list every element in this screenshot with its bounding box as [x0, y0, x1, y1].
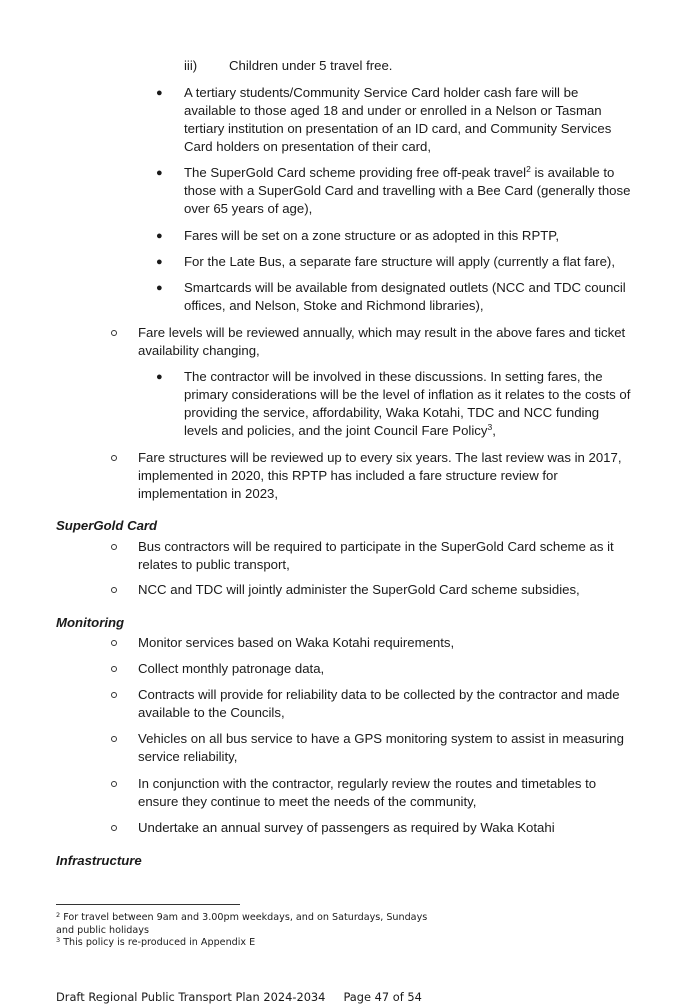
footnote-3 [56, 937, 436, 950]
bullet-icon: ● [156, 167, 163, 179]
bullet-tertiary-fare [156, 84, 634, 156]
bullet-icon: ● [156, 282, 163, 294]
bullet-icon: ● [156, 256, 163, 268]
bullet-text: The contractor will be involved in these discussions. In setting fares, the primary considerations will be the level of inflation as it relates to the costs of providing the service, affordability, Waka Kotahi, TDC and NCC funding levels and policies, and the joint Council Fare Policy$^3$, [184, 369, 631, 438]
circle-bullet-icon [111, 455, 117, 461]
circle-bullet-icon [111, 666, 117, 672]
bullet-smartcards [156, 279, 634, 315]
monitoring-item-1 [138, 634, 633, 652]
circle-bullet-icon [111, 692, 117, 698]
footnote-divider [56, 904, 240, 905]
bullet-icon: ● [156, 87, 163, 99]
circle-bullet-icon [111, 330, 117, 336]
circle-bullet-icon [111, 587, 117, 593]
circle-item-fare-structures [138, 449, 633, 503]
footnote-number: 2 [56, 911, 61, 919]
bullet-icon: ● [156, 371, 163, 383]
footer-page-number: Page 47 of 54 [343, 990, 422, 1004]
heading-supergold-card: SuperGold Card [56, 518, 158, 533]
bullet-zone-structure [156, 227, 634, 245]
circle-item-text: Fare structures will be reviewed up to every six years. The last review was in 2017, implemented in 2020, this RPTP has included a fare structure review for implementation in 2023, [138, 450, 622, 501]
footnote-text: For travel between 9am and 3.00pm weekdays, and on Saturdays, Sundays and public holidays [56, 912, 428, 936]
monitoring-item-6 [138, 819, 633, 837]
monitoring-item-2 [138, 660, 633, 678]
heading-monitoring: Monitoring [56, 615, 125, 630]
footnote-number: 3 [56, 936, 61, 944]
monitoring-item-5 [138, 775, 633, 811]
circle-item-text: Collect monthly patronage data, [138, 661, 325, 676]
page-footer [56, 990, 422, 1004]
footnote-ref: 3 [487, 422, 493, 432]
circle-bullet-icon [111, 781, 117, 787]
bullet-text: Fares will be set on a zone structure or as adopted in this RPTP, [184, 228, 560, 243]
heading-infrastructure: Infrastructure [56, 853, 142, 868]
bullet-contractor-discussions [156, 368, 634, 440]
list-number: iii) [184, 58, 198, 73]
circle-item-text: Bus contractors will be required to participate in the SuperGold Card scheme as it relates to public transport, [138, 539, 614, 572]
list-item-text: Children under 5 travel free. [229, 58, 393, 73]
circle-item-text: Contracts will provide for reliability data to be collected by the contractor and made available to the Councils, [138, 687, 620, 720]
bullet-supergold-scheme [156, 164, 634, 218]
supergold-item-1 [138, 538, 633, 574]
circle-item-fare-levels [138, 324, 633, 360]
circle-bullet-icon [111, 825, 117, 831]
footnote-ref: 2 [526, 164, 531, 174]
circle-item-text: In conjunction with the contractor, regularly review the routes and timetables to ensure they continue to meet the needs of the community, [138, 776, 597, 809]
circle-bullet-icon [111, 640, 117, 646]
bullet-text: A tertiary students/Community Service Card holder cash fare will be available to those aged 18 and under or enrolled in a Nelson or Tasman tertiary institution on presentation of an ID card, and Community Services Card holders on presentation of their card, [184, 85, 612, 154]
footnote-2 [56, 912, 436, 937]
circle-item-text: Undertake an annual survey of passengers as required by Waka Kotahi [138, 820, 555, 835]
footer-document-title: Draft Regional Public Transport Plan 2024-2034 [56, 990, 326, 1004]
circle-item-text: Monitor services based on Waka Kotahi requirements, [138, 635, 455, 650]
supergold-item-2 [138, 581, 633, 599]
circle-item-text: Vehicles on all bus service to have a GPS monitoring system to assist in measuring service reliability, [138, 731, 624, 764]
monitoring-item-3 [138, 686, 633, 722]
bullet-text: The SuperGold Card scheme providing free off-peak travel$^2$ is available to those with a SuperGold Card and travelling with a Bee Card (generally those over 65 years of age), [184, 164, 631, 216]
bullet-text: For the Late Bus, a separate fare structure will apply (currently a flat fare), [184, 254, 615, 269]
circle-item-text: NCC and TDC will jointly administer the SuperGold Card scheme subsidies, [138, 582, 580, 597]
circle-item-text: Fare levels will be reviewed annually, which may result in the above fares and ticket availability changing, [138, 325, 626, 358]
circle-bullet-icon [111, 544, 117, 550]
footnote-text: This policy is re-produced in Appendix E [60, 937, 256, 948]
circle-bullet-icon [111, 736, 117, 742]
bullet-icon: ● [156, 230, 163, 242]
bullet-late-bus [156, 253, 634, 271]
bullet-text: Smartcards will be available from designated outlets (NCC and TDC council offices, and Nelson, Stoke and Richmond libraries), [184, 280, 626, 313]
monitoring-item-4 [138, 730, 633, 766]
